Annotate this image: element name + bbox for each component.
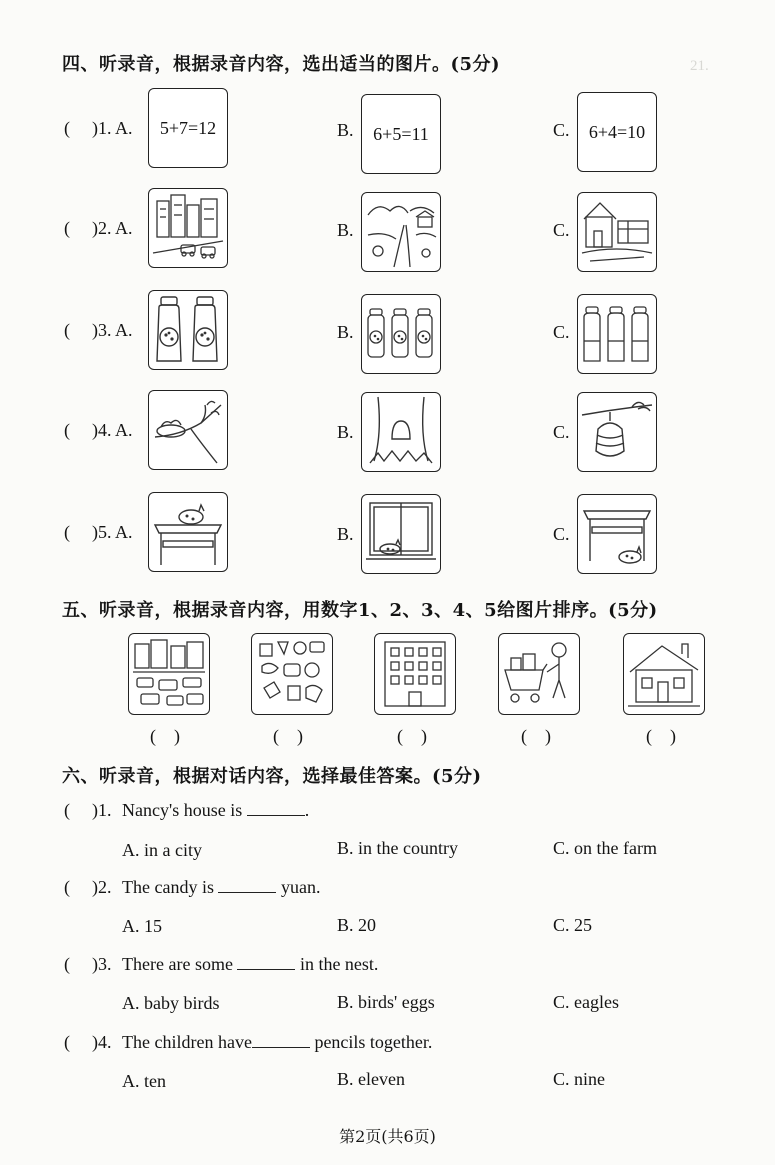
answer-paren[interactable]: ( — [64, 1032, 70, 1052]
answer-blank[interactable] — [237, 955, 295, 970]
traffic-street-icon[interactable] — [128, 633, 210, 715]
cat-under-table-icon[interactable] — [577, 494, 657, 574]
question-number: )4. — [92, 1032, 112, 1052]
cat-by-window-icon[interactable] — [361, 494, 441, 574]
option-c[interactable]: C. nine — [553, 1069, 605, 1089]
answer-blank[interactable] — [252, 1033, 310, 1048]
option-b-label: B. — [337, 322, 354, 342]
section6-heading: 六、听录音，根据对话内容，选择最佳答案。(5分) — [62, 766, 482, 787]
shopping-cart-boy-icon[interactable] — [498, 633, 580, 715]
answer-paren[interactable]: ( — [64, 320, 70, 340]
tree-hollow-icon[interactable] — [361, 392, 441, 472]
sentence-after: yuan. — [276, 877, 321, 897]
answer-paren[interactable]: ( — [64, 420, 70, 440]
question-sentence — [122, 1032, 432, 1053]
option-b[interactable]: B. in the country — [337, 838, 458, 858]
sort-paren-3[interactable]: ( ) — [397, 726, 427, 746]
sentence-after: . — [304, 800, 310, 820]
section5-heading: 五、听录音，根据录音内容，用数字1、2、3、4、5给图片排序。(5分) — [62, 600, 658, 621]
question-number: )5. A. — [92, 522, 133, 542]
sentence-before: Nancy's house is — [122, 800, 247, 820]
page-footer: 第2页(共6页) — [339, 1127, 436, 1146]
answer-paren[interactable]: ( — [64, 954, 70, 974]
question-number: )2. — [92, 877, 112, 897]
option-c-label: C. — [553, 220, 570, 240]
sentence-before: There are some — [122, 954, 238, 974]
sort-paren-4[interactable]: ( ) — [521, 726, 551, 746]
option-b-label: B. — [337, 422, 354, 442]
option-a[interactable]: A. 15 — [122, 916, 162, 936]
option-b-equation[interactable]: 6+5=11 — [361, 94, 441, 174]
bleed-through-text: 21. — [690, 58, 709, 74]
option-a[interactable]: A. ten — [122, 1071, 166, 1091]
answer-blank[interactable] — [218, 878, 276, 893]
city-street-icon[interactable] — [148, 188, 228, 268]
answer-paren[interactable]: ( — [64, 522, 70, 542]
question-number: )1. — [92, 800, 112, 820]
answer-paren[interactable]: ( — [64, 118, 70, 138]
question-sentence — [122, 800, 309, 821]
option-c[interactable]: C. on the farm — [553, 838, 657, 858]
country-road-icon[interactable] — [361, 192, 441, 272]
farm-house-icon[interactable] — [577, 192, 657, 272]
section4-heading: 四、听录音，根据录音内容，选出适当的图片。(5分) — [62, 54, 501, 75]
option-a-equation[interactable]: 5+7=12 — [148, 88, 228, 168]
sentence-after: pencils together. — [309, 1032, 433, 1052]
option-c[interactable]: C. eagles — [553, 992, 619, 1012]
answer-blank[interactable] — [247, 801, 305, 816]
option-c-equation[interactable]: 6+4=10 — [577, 92, 657, 172]
question-number: )4. A. — [92, 420, 133, 440]
question-number: )1. A. — [92, 118, 133, 138]
beehive-icon[interactable] — [577, 392, 657, 472]
two-candy-jars-icon[interactable] — [148, 290, 228, 370]
option-b-label: B. — [337, 524, 354, 544]
answer-paren[interactable]: ( — [64, 800, 70, 820]
toys-pile-icon[interactable] — [251, 633, 333, 715]
option-b[interactable]: B. birds' eggs — [337, 992, 435, 1012]
option-b[interactable]: B. 20 — [337, 915, 377, 935]
answer-paren[interactable]: ( — [64, 877, 70, 897]
option-c-label: C. — [553, 422, 570, 442]
option-b-label: B. — [337, 220, 354, 240]
option-c-label: C. — [553, 524, 570, 544]
three-empty-jars-icon[interactable] — [577, 294, 657, 374]
question-sentence — [122, 954, 378, 975]
answer-paren[interactable]: ( — [64, 218, 70, 238]
three-candy-jars-icon[interactable] — [361, 294, 441, 374]
option-a[interactable]: A. in a city — [122, 840, 202, 860]
sentence-before: The candy is — [122, 877, 219, 897]
apartment-building-icon[interactable] — [374, 633, 456, 715]
bird-nest-icon[interactable] — [148, 390, 228, 470]
cat-on-table-icon[interactable] — [148, 492, 228, 572]
sentence-before: The children have — [122, 1032, 252, 1052]
question-number: )3. A. — [92, 320, 133, 340]
sentence-after: in the nest. — [295, 954, 379, 974]
sort-paren-2[interactable]: ( ) — [273, 726, 303, 746]
option-b[interactable]: B. eleven — [337, 1069, 405, 1089]
option-b-label: B. — [337, 120, 354, 140]
sort-paren-1[interactable]: ( ) — [150, 726, 180, 746]
country-house-icon[interactable] — [623, 633, 705, 715]
option-a[interactable]: A. baby birds — [122, 993, 220, 1013]
question-number: )2. A. — [92, 218, 133, 238]
option-c-label: C. — [553, 322, 570, 342]
question-number: )3. — [92, 954, 112, 974]
option-c[interactable]: C. 25 — [553, 915, 593, 935]
option-c-label: C. — [553, 120, 570, 140]
question-sentence — [122, 877, 320, 898]
sort-paren-5[interactable]: ( ) — [646, 726, 676, 746]
